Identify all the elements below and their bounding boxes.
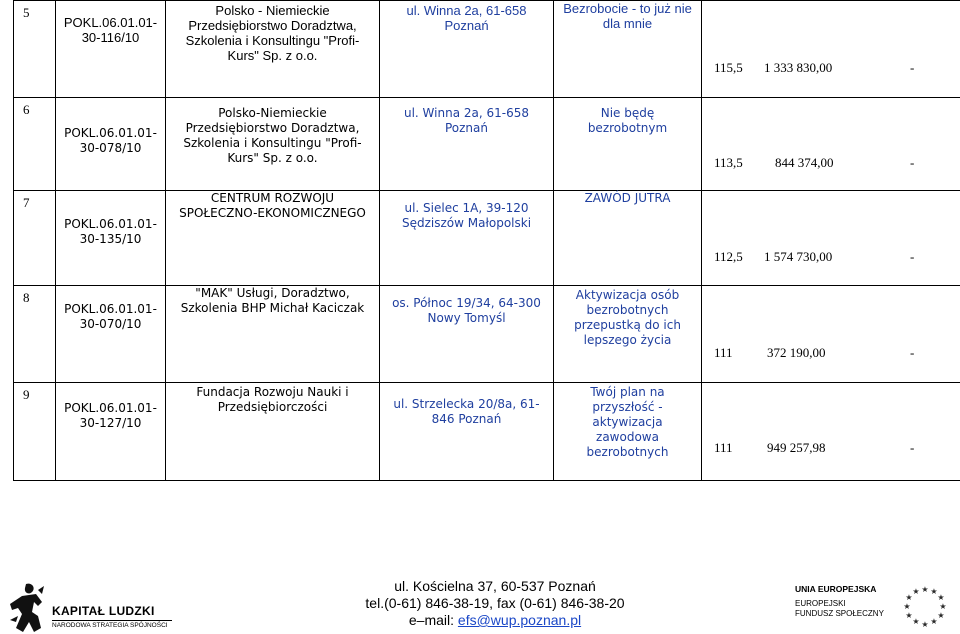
project-title: Twój plan na przyszłość - aktywizacja zawodowa bezrobotnych [586, 385, 669, 459]
organization-address: ul. Winna 2a, 61-658 Poznań [406, 3, 527, 33]
project-code: POKL.06.01.01-30-078/10 [64, 126, 157, 155]
project-title: Aktywizacja osób bezrobotnych przepustką do ich lepszego życia [574, 288, 681, 347]
footer-phone: tel.(0-61) 846-38-19, fax (0-61) 846-38-20 [365, 595, 625, 611]
organization-address: ul. Winna 2a, 61-658 Poznań [403, 106, 529, 135]
kapital-ludzki-logo [4, 580, 179, 634]
row-number: 8 [14, 286, 56, 383]
project-title: Bezrobocie - to już nie dla mnie [563, 1, 692, 31]
project-title: Nie będę bezrobotnym [587, 106, 668, 135]
dash: - [910, 345, 915, 360]
amount: 844 374,00 [775, 155, 834, 170]
logo-left-title: KAPITAŁ LUDZKI [52, 604, 155, 618]
svg-text:★: ★ [930, 587, 938, 596]
row-number: 6 [14, 98, 56, 191]
kapital-ludzki-emblem-icon [8, 582, 48, 634]
points: 112,5 [714, 249, 743, 264]
points: 111 [714, 345, 733, 360]
projects-table [13, 0, 960, 481]
table-row [14, 191, 960, 286]
svg-text:★: ★ [939, 602, 947, 611]
table-row [14, 98, 960, 191]
dash: - [910, 440, 915, 455]
amount: 1 333 830,00 [764, 60, 833, 75]
row-number: 5 [14, 1, 56, 98]
organization-name: Polsko - Niemieckie Przedsiębiorstwo Doradztwa, Szkolenia i Konsultingu "Profi-Kurs" Sp. z o.o. [185, 3, 360, 63]
amount: 1 574 730,00 [764, 249, 833, 264]
organization-address: ul. Sielec 1A, 39-120 Sędziszów Małopolski [401, 201, 532, 230]
organization-name: Polsko-Niemieckie Przedsiębiorstwo Doradztwa, Szkolenia i Konsultingu "Profi-Kurs" Sp. z o.o. [183, 106, 362, 165]
table-row [14, 1, 960, 98]
svg-text:★: ★ [937, 593, 945, 602]
svg-text:★: ★ [921, 585, 929, 594]
footer-street: ul. Kościelna 37, 60-537 Poznań [394, 578, 596, 594]
organization-name: CENTRUM ROZWOJU SPOŁECZNO-EKONOMICZNEGO [179, 191, 366, 220]
footer-email-link[interactable]: efs@wup.poznan.pl [457, 612, 582, 628]
table-row [14, 383, 960, 481]
amount: 372 190,00 [767, 345, 826, 360]
project-code: POKL.06.01.01-30-135/10 [64, 217, 157, 246]
project-code: POKL.06.01.01-30-127/10 [64, 401, 157, 430]
table-row [14, 286, 960, 383]
dash: - [910, 155, 915, 170]
logo-right-line2: EUROPEJSKI [795, 599, 846, 608]
footer-email-line: e–mail: efs@wup.poznan.pl [408, 612, 582, 628]
project-code: POKL.06.01.01-30-116/10 [63, 15, 158, 45]
svg-text:★: ★ [905, 611, 913, 620]
row-number: 9 [14, 383, 56, 481]
svg-text:★: ★ [903, 602, 911, 611]
svg-text:★: ★ [930, 617, 938, 626]
svg-text:★: ★ [912, 617, 920, 626]
eu-flag-icon [897, 582, 953, 634]
organization-address: os. Północ 19/34, 64-300 Nowy Tomyśl [392, 296, 541, 325]
points: 113,5 [714, 155, 743, 170]
logo-right-line1: UNIA EUROPEJSKA [795, 584, 877, 594]
svg-text:★: ★ [921, 620, 929, 629]
eu-efs-logo [787, 580, 959, 634]
project-code: POKL.06.01.01-30-070/10 [64, 302, 157, 331]
organization-address: ul. Strzelecka 20/8a, 61-846 Poznań [393, 397, 540, 426]
footer-address [355, 578, 635, 629]
dash: - [910, 60, 915, 75]
row-number: 7 [14, 191, 56, 286]
amount: 949 257,98 [767, 440, 826, 455]
svg-text:★: ★ [912, 587, 920, 596]
organization-name: Fundacja Rozwoju Nauki i Przedsiębiorczości [196, 385, 349, 414]
points: 111 [714, 440, 733, 455]
project-title: ZAWÓD JUTRA [584, 191, 671, 205]
svg-text:★: ★ [905, 593, 913, 602]
organization-name: "MAK" Usługi, Doradztwo, Szkolenia BHP Michał Kaciczak [180, 286, 365, 315]
logo-left-subtitle: NARODOWA STRATEGIA SPÓJNOŚCI [52, 622, 168, 629]
logo-right-line3: FUNDUSZ SPOŁECZNY [795, 609, 884, 618]
svg-text:★: ★ [937, 611, 945, 620]
dash: - [910, 249, 915, 264]
points: 115,5 [714, 60, 743, 75]
